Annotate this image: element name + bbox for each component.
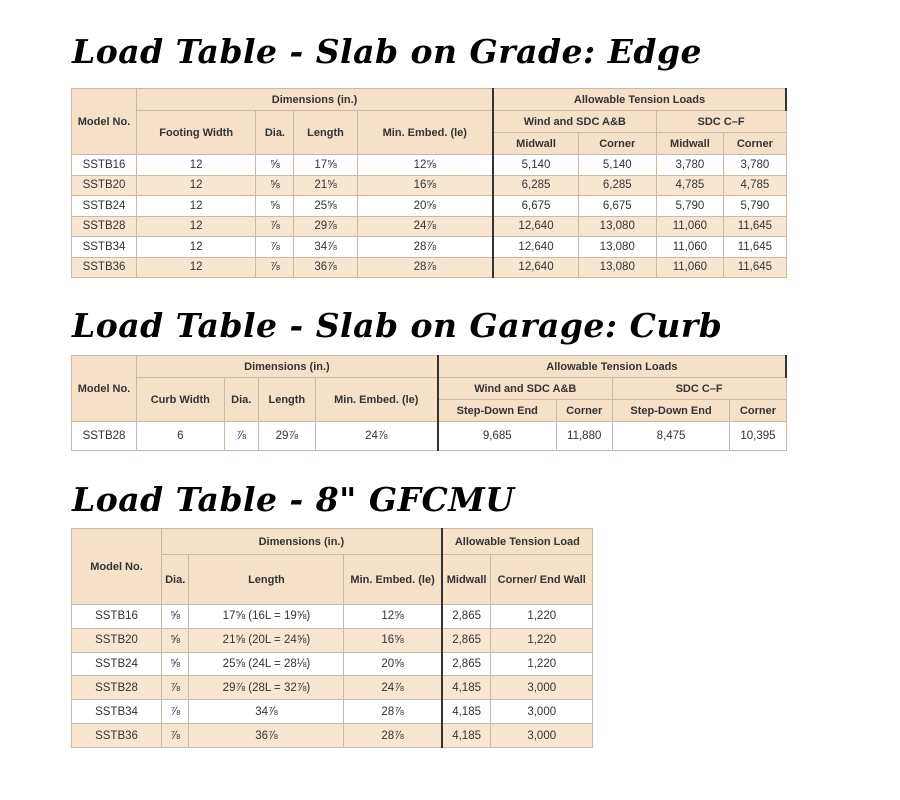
- header-cell: SDC C–F: [612, 378, 786, 400]
- table-cell: ⅞: [162, 676, 189, 700]
- header-cell: Min. Embed. (le): [315, 378, 438, 422]
- table-cell: 12,640: [493, 216, 578, 237]
- table-cell: 11,645: [724, 237, 786, 258]
- table-cell: 3,780: [656, 155, 724, 176]
- table-cell: 21⅝: [294, 175, 357, 196]
- header-cell: SDC C–F: [656, 111, 786, 133]
- table-cell: 8,475: [612, 422, 730, 451]
- table-cell: 1,220: [491, 605, 593, 629]
- table-cell: 13,080: [578, 237, 656, 258]
- table-row: [72, 724, 593, 748]
- table-row: [72, 700, 593, 724]
- table-cell: 20⅝: [357, 196, 493, 217]
- table-row: [72, 155, 787, 176]
- header-cell: Corner: [556, 400, 612, 422]
- table-cell: 29⅞: [258, 422, 315, 451]
- table-cell: 5,790: [724, 196, 786, 217]
- table-row: [72, 676, 593, 700]
- table-row: [72, 605, 593, 629]
- table-cell: 11,645: [724, 257, 786, 278]
- table-cell: 4,185: [442, 676, 491, 700]
- header-cell: Allowable Tension Loads: [493, 89, 786, 111]
- header-cell: Allowable Tension Loads: [438, 356, 786, 378]
- table-row: [72, 196, 787, 217]
- table-cell: 5,140: [578, 155, 656, 176]
- table-cell: 29⅞: [294, 216, 357, 237]
- table-cell: 3,000: [491, 724, 593, 748]
- table-row: [72, 216, 787, 237]
- table-cell: 25⅝ (24L = 28⅛): [189, 652, 344, 676]
- table-cell: SSTB34: [72, 700, 162, 724]
- header-cell: Length: [189, 555, 344, 605]
- table-cell: SSTB16: [72, 155, 137, 176]
- table-cell: 13,080: [578, 257, 656, 278]
- header-cell: Midwall: [493, 133, 578, 155]
- header-cell: Dimensions (in.): [137, 356, 438, 378]
- table-cell: ⅝: [256, 155, 294, 176]
- table-cell: 1,220: [491, 652, 593, 676]
- table-cell: 4,785: [724, 175, 786, 196]
- table-cell: 2,865: [442, 605, 491, 629]
- header-cell: Model No.: [72, 529, 162, 605]
- table-row: [72, 628, 593, 652]
- header-cell: Dia.: [224, 378, 258, 422]
- table-cell: 28⅞: [344, 724, 442, 748]
- table-cell: 34⅞: [294, 237, 357, 258]
- table-cell: 12: [137, 237, 256, 258]
- table-row: [72, 422, 787, 451]
- table-row: [72, 652, 593, 676]
- table-cell: 3,780: [724, 155, 786, 176]
- title-edge: Load Table - Slab on Grade: Edge: [72, 32, 703, 71]
- table-cell: SSTB20: [72, 628, 162, 652]
- header-cell: Corner: [724, 133, 786, 155]
- header-cell: Step-Down End: [612, 400, 730, 422]
- table-row: [72, 237, 787, 258]
- table-cell: 12: [137, 155, 256, 176]
- table-cell: 4,785: [656, 175, 724, 196]
- table-cell: 5,790: [656, 196, 724, 217]
- header-cell: Corner/ End Wall: [491, 555, 593, 605]
- header-cell: Allowable Tension Load: [442, 529, 593, 555]
- table-cell: 4,185: [442, 724, 491, 748]
- table-cell: 13,080: [578, 216, 656, 237]
- table-cell: SSTB28: [72, 676, 162, 700]
- table-row: [72, 175, 787, 196]
- table-cell: 11,880: [556, 422, 612, 451]
- table-cell: 6,285: [578, 175, 656, 196]
- table-cell: 36⅞: [294, 257, 357, 278]
- table-cell: 12: [137, 196, 256, 217]
- table-cell: 10,395: [730, 422, 786, 451]
- table-cell: 12⅝: [357, 155, 493, 176]
- table-cell: 28⅞: [357, 257, 493, 278]
- table-cell: SSTB28: [72, 216, 137, 237]
- title-gfcmu: Load Table - 8" GFCMU: [72, 480, 515, 519]
- header-cell: Min. Embed. (le): [357, 111, 493, 155]
- table-cell: 21⅝ (20L = 24⅝): [189, 628, 344, 652]
- table-cell: 11,060: [656, 216, 724, 237]
- table-cell: SSTB36: [72, 257, 137, 278]
- table-cell: 12: [137, 216, 256, 237]
- table-cell: 11,060: [656, 237, 724, 258]
- table-cell: 2,865: [442, 652, 491, 676]
- table-cell: SSTB28: [72, 422, 137, 451]
- table-cell: ⅞: [162, 724, 189, 748]
- table-cell: 17⅝ (16L = 19⅝): [189, 605, 344, 629]
- table-gfcmu: [71, 528, 593, 748]
- table-cell: 36⅞: [189, 724, 344, 748]
- table-cell: 3,000: [491, 700, 593, 724]
- header-cell: Model No.: [72, 89, 137, 155]
- table-cell: 11,645: [724, 216, 786, 237]
- table-row: [72, 257, 787, 278]
- table-cell: SSTB16: [72, 605, 162, 629]
- table-cell: ⅞: [162, 700, 189, 724]
- header-cell: Midwall: [656, 133, 724, 155]
- table-cell: ⅝: [256, 175, 294, 196]
- table-cell: 28⅞: [357, 237, 493, 258]
- header-cell: Corner: [730, 400, 786, 422]
- table-garage-curb: [71, 355, 787, 451]
- header-cell: Curb Width: [137, 378, 225, 422]
- table-cell: ⅝: [256, 196, 294, 217]
- table-cell: 24⅞: [315, 422, 438, 451]
- header-cell: Dia.: [162, 555, 189, 605]
- table-cell: ⅞: [256, 237, 294, 258]
- table-cell: 34⅞: [189, 700, 344, 724]
- table-cell: SSTB24: [72, 652, 162, 676]
- table-cell: 12,640: [493, 237, 578, 258]
- table-cell: 4,185: [442, 700, 491, 724]
- table-cell: ⅝: [162, 652, 189, 676]
- header-cell: Dia.: [256, 111, 294, 155]
- header-cell: Model No.: [72, 356, 137, 422]
- table-cell: ⅞: [256, 216, 294, 237]
- table-cell: 24⅞: [344, 676, 442, 700]
- table-cell: 17⅝: [294, 155, 357, 176]
- header-cell: Dimensions (in.): [137, 89, 494, 111]
- table-cell: ⅝: [162, 605, 189, 629]
- header-cell: Wind and SDC A&B: [493, 111, 656, 133]
- table-cell: SSTB34: [72, 237, 137, 258]
- table-cell: 25⅝: [294, 196, 357, 217]
- table-cell: ⅝: [162, 628, 189, 652]
- table-cell: ⅞: [256, 257, 294, 278]
- table-cell: SSTB20: [72, 175, 137, 196]
- table-cell: 20⅝: [344, 652, 442, 676]
- table-cell: 16⅝: [357, 175, 493, 196]
- table-cell: 3,000: [491, 676, 593, 700]
- table-cell: 9,685: [438, 422, 556, 451]
- table-cell: 6: [137, 422, 225, 451]
- table-cell: 11,060: [656, 257, 724, 278]
- header-cell: Length: [294, 111, 357, 155]
- title-curb: Load Table - Slab on Garage: Curb: [72, 306, 723, 345]
- table-cell: 5,140: [493, 155, 578, 176]
- table-slab-edge: [71, 88, 787, 278]
- table-cell: 6,675: [578, 196, 656, 217]
- header-cell: Step-Down End: [438, 400, 556, 422]
- header-cell: Footing Width: [137, 111, 256, 155]
- table-cell: 1,220: [491, 628, 593, 652]
- table-cell: 2,865: [442, 628, 491, 652]
- table-cell: 6,285: [493, 175, 578, 196]
- table-cell: 24⅞: [357, 216, 493, 237]
- header-cell: Midwall: [442, 555, 491, 605]
- table-cell: 12: [137, 175, 256, 196]
- table-cell: ⅞: [224, 422, 258, 451]
- table-cell: 12⅝: [344, 605, 442, 629]
- header-cell: Length: [258, 378, 315, 422]
- table-cell: 6,675: [493, 196, 578, 217]
- table-cell: 29⅞ (28L = 32⅞): [189, 676, 344, 700]
- table-cell: 12,640: [493, 257, 578, 278]
- table-cell: SSTB24: [72, 196, 137, 217]
- table-cell: 16⅝: [344, 628, 442, 652]
- table-cell: SSTB36: [72, 724, 162, 748]
- header-cell: Min. Embed. (le): [344, 555, 442, 605]
- header-cell: Corner: [578, 133, 656, 155]
- header-cell: Wind and SDC A&B: [438, 378, 612, 400]
- table-cell: 12: [137, 257, 256, 278]
- table-cell: 28⅞: [344, 700, 442, 724]
- header-cell: Dimensions (in.): [162, 529, 442, 555]
